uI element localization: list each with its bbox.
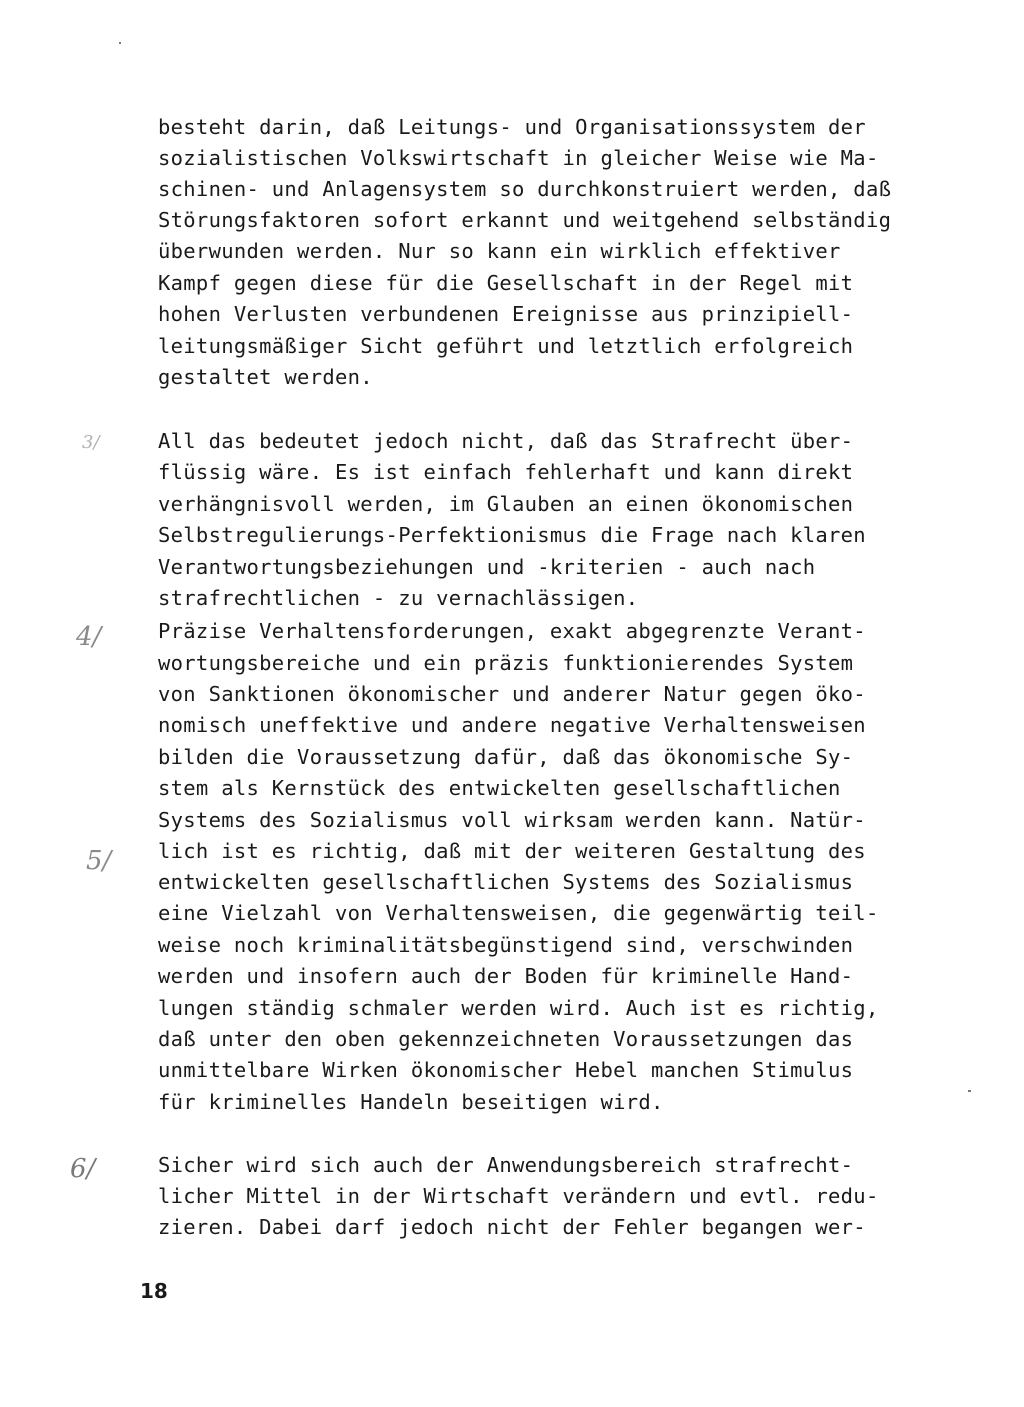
text-line: stem als Kernstück des entwickelten gesellschaftlichen	[158, 776, 841, 800]
text-line: besteht darin, daß Leitungs- und Organisationssystem der	[158, 115, 866, 139]
text-line: Kampf gegen diese für die Gesellschaft in der Regel mit	[158, 271, 854, 295]
margin-annotation: 4/	[76, 622, 102, 652]
page-number: 18	[140, 1279, 168, 1303]
text-line: wortungsbereiche und ein präzis funktionierendes System	[158, 651, 854, 675]
text-line: lich ist es richtig, daß mit der weiteren Gestaltung des	[158, 839, 866, 863]
text-line: Störungsfaktoren sofort erkannt und weitgehend selbständig	[158, 208, 892, 232]
text-line: schinen- und Anlagensystem so durchkonstruiert werden, daß	[158, 177, 892, 201]
text-line: strafrechtlichen - zu vernachlässigen.	[158, 586, 639, 610]
text-line: daß unter den oben gekennzeichneten Voraussetzungen das	[158, 1027, 854, 1051]
text-line: Sicher wird sich auch der Anwendungsbereich strafrecht-	[158, 1153, 854, 1177]
text-line: nomisch uneffektive und andere negative Verhaltensweisen	[158, 713, 866, 737]
text-line: verhängnisvoll werden, im Glauben an einen ökonomischen	[158, 492, 854, 516]
text-line: Systems des Sozialismus voll wirksam werden kann. Natür-	[158, 808, 866, 832]
text-line: gestaltet werden.	[158, 365, 373, 389]
text-line: leitungsmäßiger Sicht geführt und letztlich erfolgreich	[158, 334, 854, 358]
text-line: überwunden werden. Nur so kann ein wirklich effektiver	[158, 239, 841, 263]
text-line: lungen ständig schmaler werden wird. Auch ist es richtig,	[158, 996, 879, 1020]
scan-speck	[968, 1090, 971, 1092]
text-line: All das bedeutet jedoch nicht, daß das Strafrecht über-	[158, 429, 854, 453]
text-line: weise noch kriminalitätsbegünstigend sind, verschwinden	[158, 933, 854, 957]
margin-annotation: 3/	[82, 432, 100, 453]
text-line: für kriminelles Handeln beseitigen wird.	[158, 1090, 664, 1114]
text-line: von Sanktionen ökonomischer und anderer Natur gegen öko-	[158, 682, 866, 706]
text-line: flüssig wäre. Es ist einfach fehlerhaft und kann direkt	[158, 460, 854, 484]
text-line: eine Vielzahl von Verhaltensweisen, die gegenwärtig teil-	[158, 901, 879, 925]
text-line: bilden die Voraussetzung dafür, daß das ökonomische Sy-	[158, 745, 854, 769]
margin-annotation: 5/	[86, 846, 112, 876]
text-line: Präzise Verhaltensforderungen, exakt abgegrenzte Verant-	[158, 619, 866, 643]
text-line: Verantwortungsbeziehungen und -kriterien - auch nach	[158, 555, 816, 579]
text-line: entwickelten gesellschaftlichen Systems des Sozialismus	[158, 870, 854, 894]
text-line: licher Mittel in der Wirtschaft verändern und evtl. redu-	[158, 1184, 879, 1208]
margin-annotation: 6/	[70, 1154, 96, 1184]
text-line: werden und insofern auch der Boden für kriminelle Hand-	[158, 964, 854, 988]
text-line: sozialistischen Volkswirtschaft in gleicher Weise wie Ma-	[158, 146, 879, 170]
text-line: unmittelbare Wirken ökonomischer Hebel manchen Stimulus	[158, 1058, 854, 1082]
text-line: zieren. Dabei darf jedoch nicht der Fehler begangen wer-	[158, 1215, 866, 1239]
text-line: Selbstregulierungs-Perfektionismus die Frage nach klaren	[158, 523, 866, 547]
text-line: hohen Verlusten verbundenen Ereignisse aus prinzipiell-	[158, 302, 854, 326]
scan-speck	[119, 42, 121, 44]
